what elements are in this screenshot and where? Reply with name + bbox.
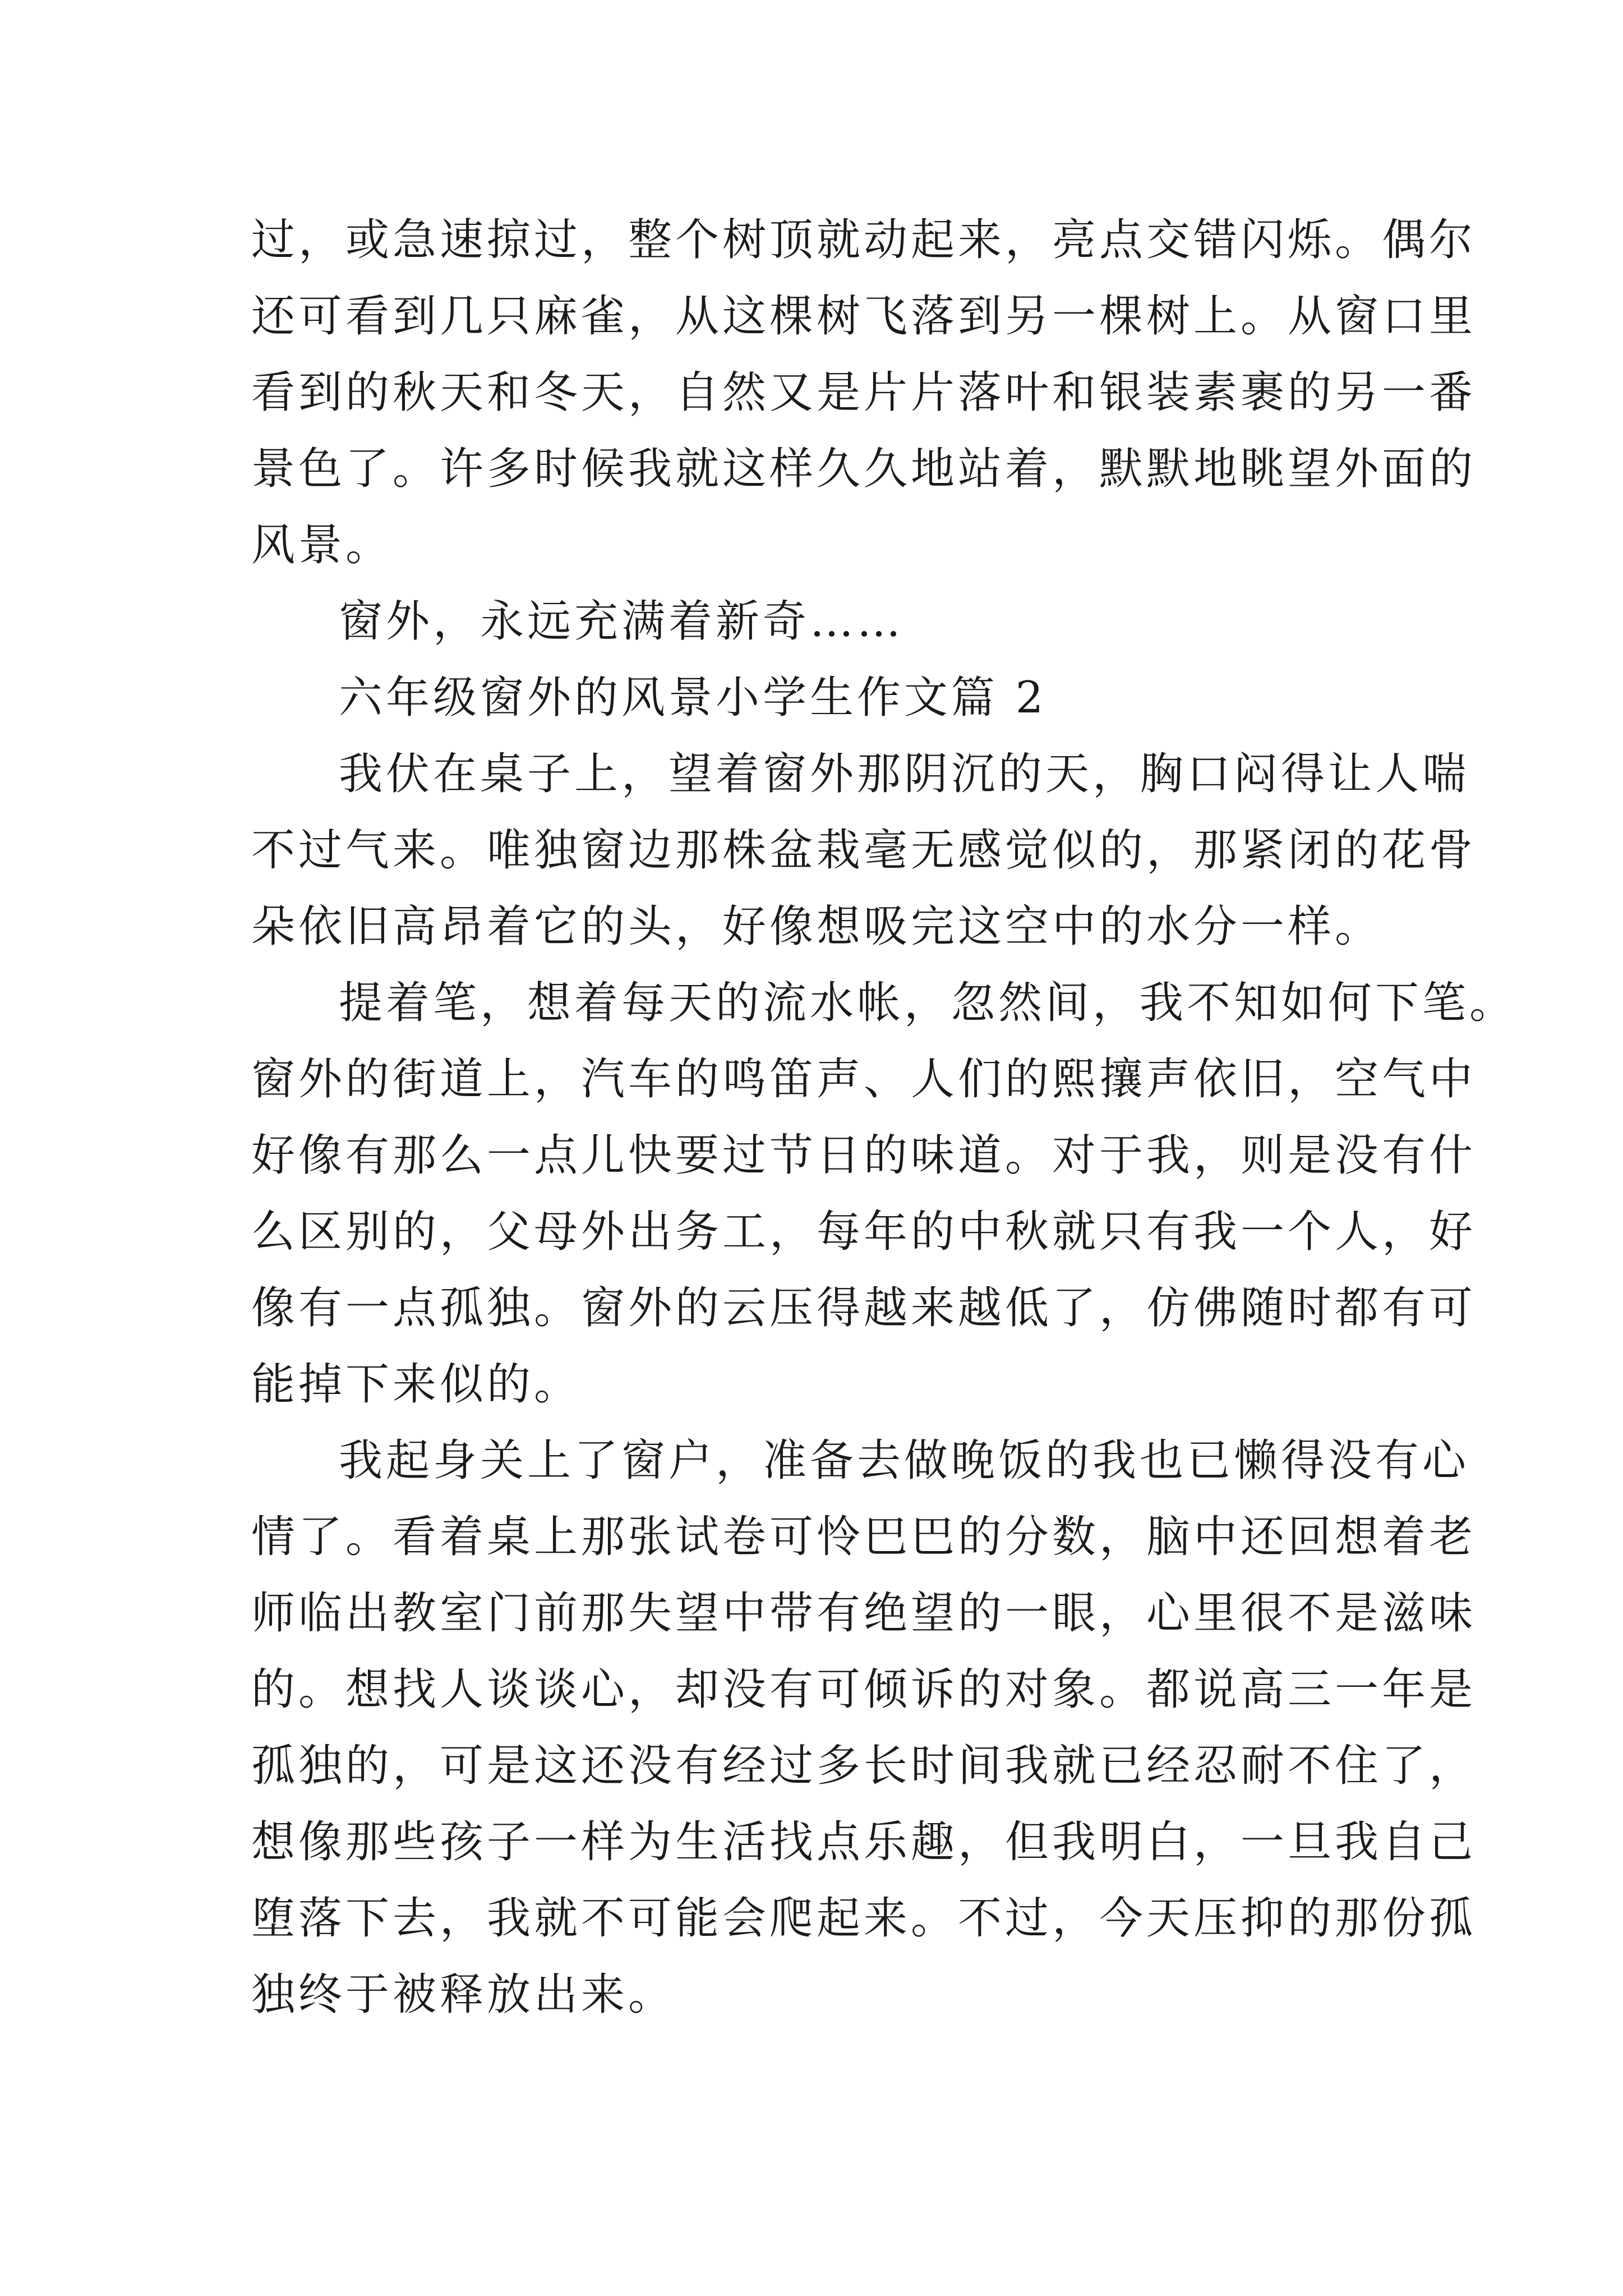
text-line: 想像那些孩子一样为生活找点乐趣，但我明白，一旦我自己 (251, 1817, 1477, 1867)
text-line: 看到的秋天和冬天，自然又是片片落叶和银装素裹的另一番 (251, 367, 1477, 418)
text-line: 不过气来。唯独窗边那株盆栽毫无感觉似的，那紧闭的花骨 (251, 825, 1477, 876)
text-line: 朵依旧高昂着它的头，好像想吸完这空中的水分一样。 (251, 901, 1382, 952)
text-line: 堕落下去，我就不可能会爬起来。不过，今天压抑的那份孤 (251, 1893, 1477, 1944)
text-line: 景色了。许多时候我就这样久久地站着，默默地眺望外面的 (251, 444, 1477, 494)
text-line: 像有一点孤独。窗外的云压得越来越低了，仿佛随时都有可 (251, 1283, 1477, 1333)
text-line: 提着笔，想着每天的流水帐，忽然间，我不知如何下笔。 (339, 978, 1517, 1028)
text-line: 我伏在桌子上，望着窗外那阴沉的天，胸口闷得让人喘 (339, 749, 1470, 799)
section-title: 六年级窗外的风景小学生作文篇 2 (339, 673, 1047, 723)
essay-body (251, 202, 1517, 2033)
text-line: 能掉下来似的。 (251, 1359, 582, 1410)
text-line: 过，或急速掠过，整个树顶就动起来，亮点交错闪烁。偶尔 (251, 215, 1477, 265)
text-line: 窗外，永远充满着新奇…… (339, 596, 905, 647)
text-line: 还可看到几只麻雀，从这棵树飞落到另一棵树上。从窗口里 (251, 291, 1477, 342)
text-line: 的。想找人谈谈心，却没有可倾诉的对象。都说高三一年是 (251, 1664, 1477, 1715)
text-line: 孤独的，可是这还没有经过多长时间我就已经忍耐不住了， (251, 1741, 1477, 1791)
text-line: 么区别的，父母外出务工，每年的中秋就只有我一个人，好 (251, 1207, 1477, 1257)
text-line: 窗外的街道上，汽车的鸣笛声、人们的熙攘声依旧，空气中 (251, 1054, 1477, 1105)
text-line: 风景。 (251, 520, 393, 570)
text-line: 我起身关上了窗户，准备去做晚饭的我也已懒得没有心 (339, 1435, 1470, 1486)
text-line: 情了。看着桌上那张试卷可怜巴巴的分数，脑中还回想着老 (251, 1512, 1477, 1562)
text-line: 独终于被释放出来。 (251, 1970, 676, 2020)
text-line: 好像有那么一点儿快要过节日的味道。对于我，则是没有什 (251, 1130, 1477, 1181)
text-line: 师临出教室门前那失望中带有绝望的一眼，心里很不是滋味 (251, 1588, 1477, 1639)
